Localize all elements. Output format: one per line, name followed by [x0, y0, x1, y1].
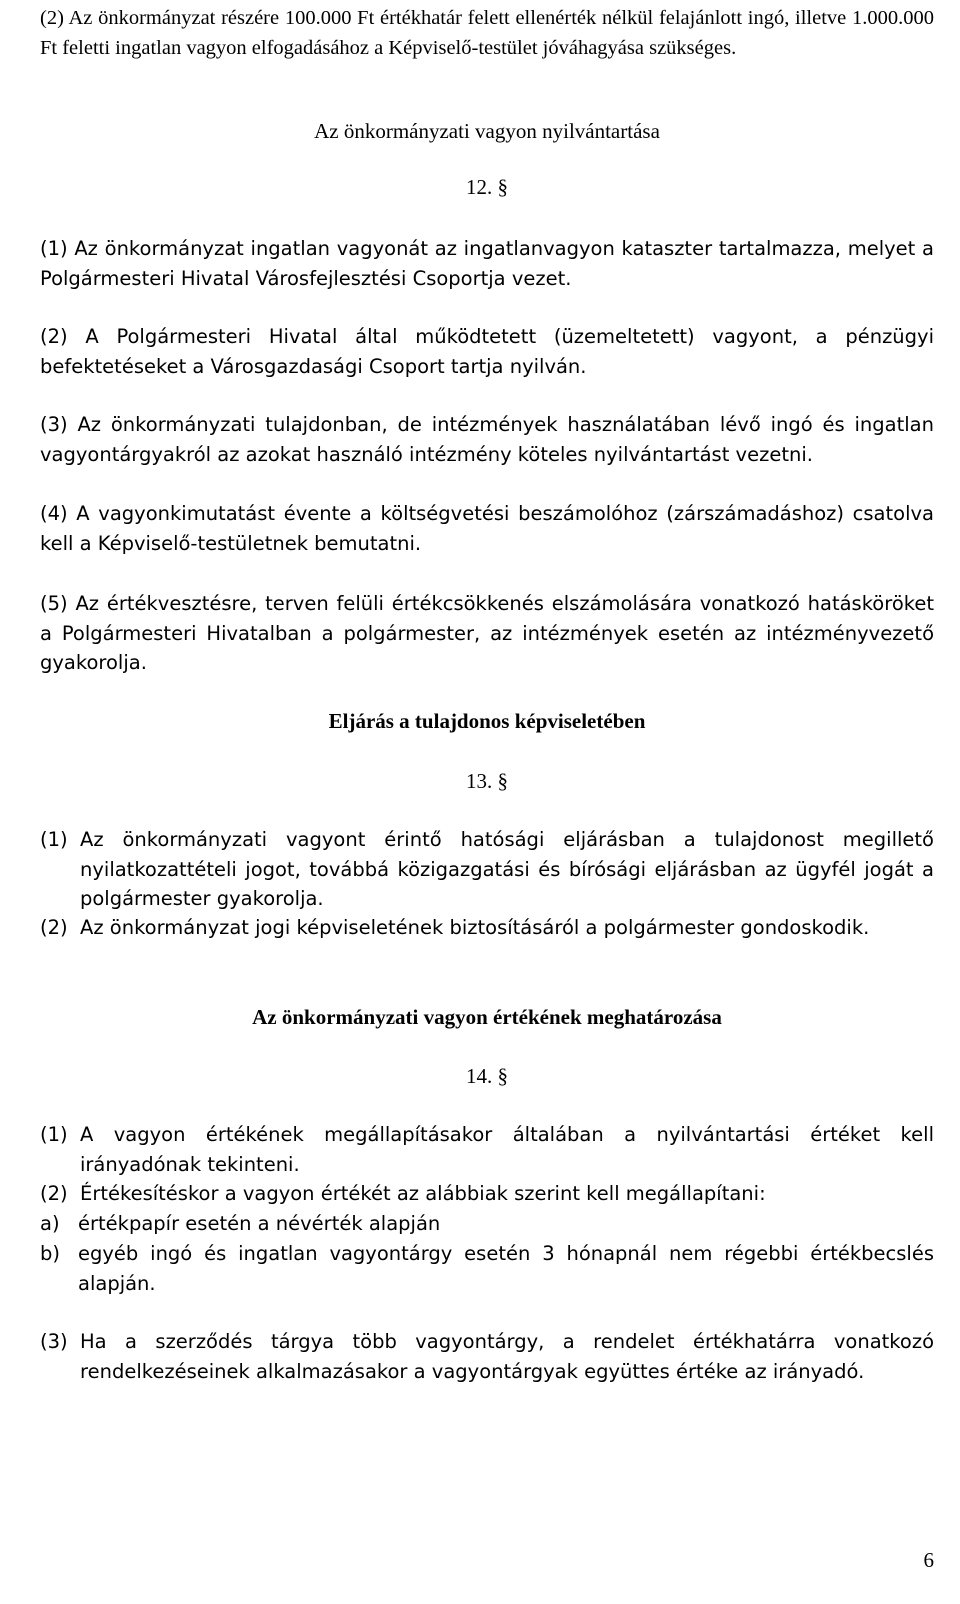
list-text: értékpapír esetén a névérték alapján [78, 1212, 441, 1235]
art14-list-item-b [40, 1239, 934, 1298]
art14-list-item-a [40, 1209, 934, 1239]
article-number-12: 12. § [466, 175, 508, 199]
art13-paragraph-2 [40, 913, 934, 943]
list-label: b) [40, 1242, 60, 1265]
paragraph-text: Ha a szerződés tárgya több vagyontárgy, a rendelet értékhatárra vonatkozó rendelkezéseinek alkalmazásakor a vagyontárgyak együttes értéke az irányadó. [80, 1330, 934, 1383]
page-number: 6 [923, 1548, 934, 1572]
art14-paragraph-3 [40, 1327, 934, 1386]
paragraph-text: Az önkormányzat jogi képviseletének biztosításáról a polgármester gondoskodik. [80, 916, 870, 939]
art13-paragraph-1 [40, 825, 934, 914]
section-heading-ertek: Az önkormányzati vagyon értékének meghatározása [252, 1005, 722, 1029]
art12-paragraph-5: (5) Az értékvesztésre, terven felüli értékcsökkenés elszámolására vonatkozó hatásköröket a Polgármesteri Hivatalban a polgármester, az intézmények esetén az intézményvezető gyakorolja. [40, 592, 934, 674]
section-heading-nyilvantartas: Az önkormányzati vagyon nyilvántartása [314, 119, 660, 143]
art12-paragraph-1: (1) Az önkormányzat ingatlan vagyonát az ingatlanvagyon kataszter tartalmazza, melyet a Polgármesteri Hivatal Városfejlesztési Csoportja vezet. [40, 237, 934, 290]
article-number-13: 13. § [466, 769, 508, 793]
paragraph-number: (2) [40, 1182, 68, 1205]
paragraph-number: (1) [40, 828, 68, 851]
section-heading-eljaras: Eljárás a tulajdonos képviseletében [328, 709, 646, 733]
art14-paragraph-2 [40, 1179, 934, 1209]
list-text: egyéb ingó és ingatlan vagyontárgy esetén 3 hónapnál nem régebbi értékbecslés alapján. [78, 1242, 934, 1295]
art12-paragraph-4: (4) A vagyonkimutatást évente a költségvetési beszámolóhoz (zárszámadáshoz) csatolva kell a Képviselő-testületnek bemutatni. [40, 502, 934, 555]
list-label: a) [40, 1212, 60, 1235]
paragraph-text: Értékesítéskor a vagyon értékét az alábbiak szerint kell megállapítani: [80, 1182, 766, 1205]
paragraph-text: A vagyon értékének megállapításakor általában a nyilvántartási értéket kell irányadónak tekinteni. [80, 1123, 934, 1176]
art14-paragraph-1 [40, 1120, 934, 1179]
paragraph-text: Az önkormányzati vagyont érintő hatósági eljárásban a tulajdonost megillető nyilatkozattételi jogot, továbbá közigazgatási és bírósági eljárásban az ügyfél jogát a polgármester gyakorolja. [80, 828, 934, 910]
art12-paragraph-3: (3) Az önkormányzati tulajdonban, de intézmények használatában lévő ingó és ingatlan vagyontárgyakról az azokat használó intézmény köteles nyilvántartást vezetni. [40, 413, 934, 466]
art11-paragraph-2: (2) Az önkormányzat részére 100.000 Ft értékhatár felett ellenérték nélkül felajánlott ingó, illetve 1.000.000 Ft feletti ingatlan vagyon elfogadásához a Képviselő-testület jóváhagyása szükséges. [40, 7, 934, 59]
article-number-14: 14. § [466, 1064, 508, 1088]
paragraph-number: (1) [40, 1123, 68, 1146]
paragraph-number: (2) [40, 916, 68, 939]
art12-paragraph-2: (2) A Polgármesteri Hivatal által működtetett (üzemeltetett) vagyont, a pénzügyi befektetéseket a Városgazdasági Csoport tartja nyilván. [40, 325, 934, 378]
paragraph-number: (3) [40, 1330, 68, 1353]
